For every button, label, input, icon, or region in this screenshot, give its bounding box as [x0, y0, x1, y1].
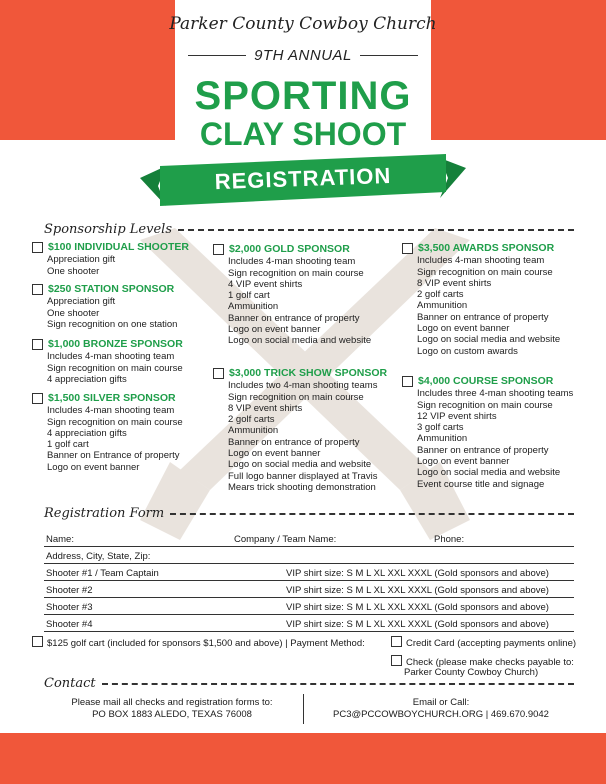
registration-ribbon-label: REGISTRATION [214, 162, 392, 195]
shooter-3-row[interactable] [44, 600, 574, 615]
sponsor-2000-benefits [213, 256, 371, 346]
benefit-item: 2 golf carts [228, 414, 275, 426]
mail-line1: Please mail all checks and registration forms to: [71, 697, 273, 708]
shooter-1-row[interactable] [44, 566, 574, 581]
benefit-item: 12 VIP event shirts [417, 410, 497, 422]
shooter-4-shirt-size: VIP shirt size: S M L XL XXL XXXL (Gold sponsors and above) [286, 619, 549, 630]
check-label-line2: Parker County Cowboy Church) [404, 667, 539, 678]
title-sporting: SPORTING [194, 74, 412, 118]
credit-card-label: Credit Card (accepting payments online) [406, 638, 577, 649]
benefit-item: One shooter [47, 265, 100, 277]
benefit-item: Logo on social media and website [228, 335, 372, 347]
credit-card-option [391, 636, 576, 650]
benefit-item: 8 VIP event shirts [417, 277, 492, 289]
email-line2[interactable]: PC3@PCCOWBOYCHURCH.ORG | 469.670.9042 [333, 709, 549, 720]
annual-rule-right [360, 55, 418, 57]
address-label: Address, City, State, Zip: [46, 551, 151, 562]
phone-label: Phone: [434, 534, 465, 545]
sponsor-2000-title: $2,000 GOLD SPONSOR [229, 243, 350, 255]
sponsor-3000-header [213, 368, 387, 379]
sponsor-250-benefits [32, 296, 177, 330]
sponsor-2000-checkbox[interactable] [213, 244, 224, 255]
sponsor-1500-title: $1,500 SILVER SPONSOR [48, 392, 176, 404]
shooter-1-label: Shooter #1 / Team Captain [46, 568, 159, 579]
golf-cart-checkbox[interactable] [32, 636, 43, 647]
benefit-item: 3 golf carts [417, 422, 464, 434]
benefit-item: Appreciation gift [47, 296, 116, 308]
sponsor-3500-benefits [402, 255, 560, 357]
sponsor-1000-checkbox[interactable] [32, 339, 43, 350]
sponsorship-divider [178, 229, 574, 231]
title-clay-shoot: CLAY SHOOT [199, 116, 407, 152]
registration-heading-label: Registration Form [44, 506, 165, 521]
sponsor-1500-benefits [32, 405, 183, 473]
sponsor-3000-checkbox[interactable] [213, 368, 224, 379]
contact-separator [303, 694, 304, 724]
address-row[interactable] [44, 549, 574, 564]
benefit-item: 1 golf cart [228, 290, 270, 302]
sponsor-4000-benefits [402, 388, 573, 490]
benefit-item: Sign recognition on main course [228, 267, 364, 279]
benefit-item: Sign recognition on one station [47, 318, 178, 330]
shooter-2-label: Shooter #2 [46, 585, 93, 596]
benefit-item: Sign recognition on main course [417, 266, 553, 278]
benefit-item: Event course title and signage [417, 478, 545, 490]
benefit-item: Appreciation gift [47, 254, 116, 266]
sponsorship-heading-label: Sponsorship Levels [44, 222, 172, 237]
benefit-item: Banner on entrance of property [228, 312, 360, 324]
church-name: Parker County Cowboy Church [169, 14, 437, 34]
benefit-item: Sign recognition on main course [228, 391, 364, 403]
benefit-item: 4 appreciation gifts [47, 427, 127, 439]
benefit-item: Ammunition [228, 425, 279, 437]
email-info [306, 697, 576, 721]
benefit-item: Logo on social media and website [417, 467, 561, 479]
benefit-item: Logo on event banner [228, 324, 321, 336]
sponsor-250-station [32, 284, 177, 330]
benefit-item: Includes 4-man shooting team [47, 351, 175, 363]
shooter-1-shirt-size: VIP shirt size: S M L XL XXL XXXL (Gold sponsors and above) [286, 568, 549, 579]
sponsor-2000-gold [213, 244, 371, 347]
sponsor-250-header [32, 284, 177, 295]
contact-heading [44, 676, 574, 691]
sponsor-100-title: $100 INDIVIDUAL SHOOTER [48, 241, 190, 253]
benefit-item: Logo on event banner [228, 448, 321, 460]
benefit-item: Logo on event banner [417, 456, 510, 468]
benefit-item: 4 appreciation gifts [47, 373, 127, 385]
sponsor-1500-checkbox[interactable] [32, 393, 43, 404]
sponsor-3500-checkbox[interactable] [402, 243, 413, 254]
sponsor-250-checkbox[interactable] [32, 284, 43, 295]
shooter-2-row[interactable] [44, 583, 574, 598]
benefit-item: Full logo banner displayed at Travis [228, 470, 378, 482]
sponsor-3000-trick-show [213, 368, 387, 493]
sponsorship-heading [44, 222, 574, 237]
name-row[interactable] [44, 532, 574, 547]
golf-cart-option [32, 636, 365, 650]
benefit-item: Logo on social media and website [228, 459, 372, 471]
benefit-item: Banner on entrance of property [417, 311, 549, 323]
benefit-item: Logo on social media and website [417, 334, 561, 346]
benefit-item: Logo on custom awards [417, 345, 518, 357]
sponsor-1000-title: $1,000 BRONZE SPONSOR [48, 338, 183, 350]
golf-cart-label: $125 golf cart (included for sponsors $1,500 and above) | Payment Method: [47, 638, 365, 649]
benefit-item: One shooter [47, 307, 100, 319]
sponsor-1000-bronze [32, 339, 183, 385]
sponsor-1500-header [32, 393, 183, 404]
shooter-2-shirt-size: VIP shirt size: S M L XL XXL XXXL (Gold sponsors and above) [286, 585, 549, 596]
sponsor-1000-header [32, 339, 183, 350]
sponsor-250-title: $250 STATION SPONSOR [48, 283, 175, 295]
contact-divider [102, 683, 574, 685]
check-label-line1: Check (please make checks payable to: [406, 657, 574, 668]
benefit-item: Banner on entrance of property [417, 444, 549, 456]
benefit-item: Sign recognition on main course [417, 399, 553, 411]
sponsor-3500-awards [402, 243, 560, 357]
annual-label: 9TH ANNUAL [254, 47, 352, 64]
credit-card-checkbox[interactable] [391, 636, 402, 647]
sponsor-1000-benefits [32, 351, 183, 385]
sponsor-4000-title: $4,000 COURSE SPONSOR [418, 375, 554, 387]
sponsor-3500-header [402, 243, 560, 254]
sponsor-100-individual [32, 242, 189, 277]
benefit-item: 4 VIP event shirts [228, 278, 303, 290]
benefit-item: Includes 4-man shooting team [417, 255, 545, 267]
sponsor-4000-checkbox[interactable] [402, 376, 413, 387]
benefit-item: Includes 4-man shooting team [47, 405, 175, 417]
benefit-item: Includes 4-man shooting team [228, 256, 356, 268]
shooter-4-label: Shooter #4 [46, 619, 93, 630]
shooter-3-shirt-size: VIP shirt size: S M L XL XXL XXXL (Gold sponsors and above) [286, 602, 549, 613]
sponsor-4000-course [402, 376, 573, 490]
benefit-item: 2 golf carts [417, 289, 464, 301]
sponsor-1500-silver [32, 393, 183, 473]
benefit-item: Ammunition [417, 433, 468, 445]
benefit-item: Sign recognition on main course [47, 362, 183, 374]
contact-heading-label: Contact [44, 676, 96, 691]
benefit-item: Banner on Entrance of property [47, 450, 180, 462]
company-label: Company / Team Name: [234, 534, 337, 545]
benefit-item: 1 golf cart [47, 439, 89, 451]
sponsor-3000-title: $3,000 TRICK SHOW SPONSOR [229, 367, 388, 379]
sponsor-3500-title: $3,500 AWARDS SPONSOR [418, 242, 555, 254]
sponsor-3000-benefits [213, 380, 387, 493]
sponsor-2000-header [213, 244, 371, 255]
sponsor-100-header [32, 242, 189, 253]
sponsor-4000-header [402, 376, 573, 387]
name-label: Name: [46, 534, 74, 545]
benefit-item: Logo on event banner [417, 323, 510, 335]
sponsor-100-checkbox[interactable] [32, 242, 43, 253]
benefit-item: 8 VIP event shirts [228, 402, 303, 414]
benefit-item: Mears trick shooting demonstration [228, 481, 376, 493]
benefit-item: Ammunition [228, 301, 279, 313]
mail-line2: PO BOX 1883 ALEDO, TEXAS 76008 [92, 709, 252, 720]
benefit-item: Banner on entrance of property [228, 436, 360, 448]
registration-divider [170, 513, 574, 515]
benefit-item: Includes two 4-man shooting teams [228, 380, 378, 392]
annual-rule-left [188, 55, 246, 57]
email-line1: Email or Call: [412, 697, 470, 708]
benefit-item: Includes three 4-man shooting teams [417, 388, 574, 400]
benefit-item: Sign recognition on main course [47, 416, 183, 428]
registration-heading [44, 506, 574, 521]
mail-info [44, 697, 300, 721]
shooter-4-row[interactable] [44, 617, 574, 632]
check-checkbox[interactable] [391, 655, 402, 666]
sponsor-100-benefits [32, 254, 189, 277]
shooter-3-label: Shooter #3 [46, 602, 93, 613]
annual-row [188, 47, 418, 64]
benefit-item: Logo on event banner [47, 461, 140, 473]
benefit-item: Ammunition [417, 300, 468, 312]
